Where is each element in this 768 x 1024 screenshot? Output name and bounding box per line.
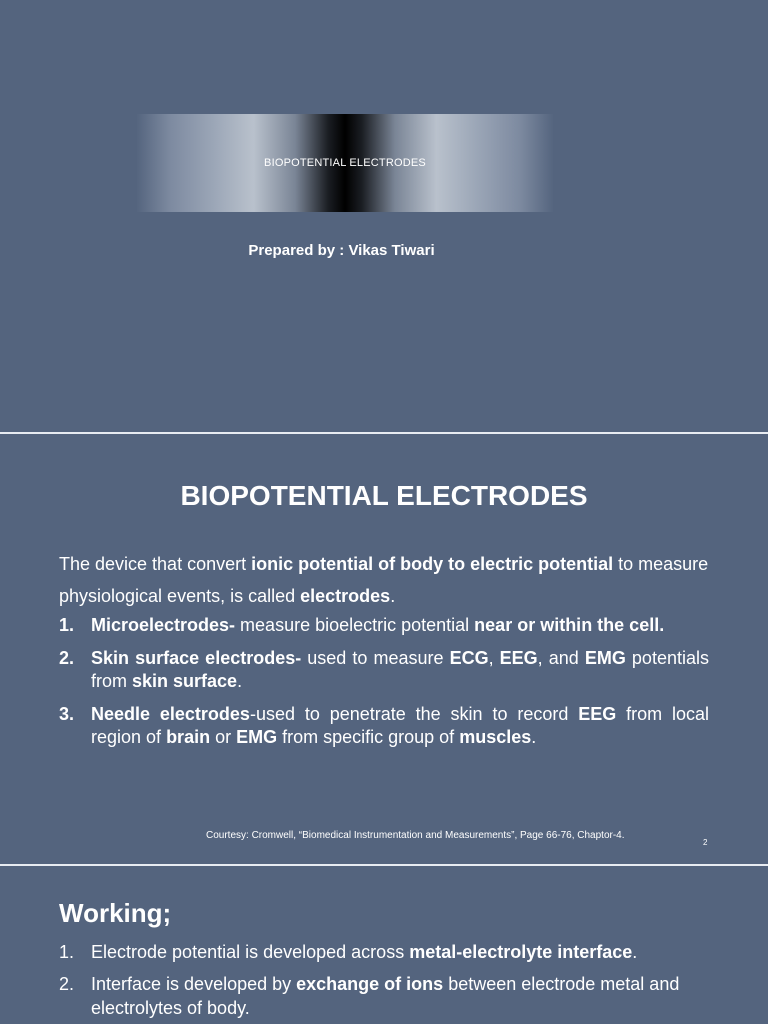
item-text: -used to penetrate the skin to record [249, 704, 579, 724]
intro-text: . [390, 586, 396, 606]
item-text: used to measure [301, 648, 450, 668]
author-name: Vikas Tiwari [348, 242, 435, 259]
intro-text: The device that convert [59, 554, 252, 574]
item-bold: EMG [584, 648, 626, 668]
item-bold: Needle electrodes [91, 704, 250, 724]
item-text: from local region of [91, 704, 709, 747]
item-bold: ECG [449, 648, 489, 668]
list-item [59, 614, 709, 637]
item-bold: near or within the cell. [474, 615, 665, 635]
list-number: 3. [59, 704, 75, 724]
courtesy-citation: Courtesy: Cromwell, “Biomedical Instrumentation and Measurements”, Page 66-76, Chaptor-4. [206, 830, 625, 841]
title-banner [137, 114, 553, 212]
item-bold: muscles [459, 727, 532, 747]
prepared-label: Prepared by [248, 242, 336, 259]
list-number: 1. [59, 942, 75, 962]
item-text: , and [537, 648, 585, 668]
list-number: 2. [59, 648, 75, 668]
item-text: . [531, 727, 537, 747]
item-text: potentials from [91, 648, 709, 691]
page-number: 2 [703, 838, 708, 847]
prepared-separator: : [335, 242, 349, 259]
list-item [59, 703, 709, 749]
electrodes-slide [0, 434, 768, 864]
item-text: . [237, 671, 243, 691]
item-bold: Microelectrodes- [91, 615, 236, 635]
list-item [59, 940, 719, 964]
intro-paragraph [59, 548, 719, 612]
banner-title: BIOPOTENTIAL ELECTRODES [264, 157, 426, 169]
list-number: 1. [59, 615, 75, 635]
item-text: measure bioelectric potential [235, 615, 475, 635]
list-item [59, 972, 719, 1020]
intro-text: to measure physiological events, is called [59, 554, 709, 606]
working-slide [0, 866, 768, 1024]
item-bold: Skin surface electrodes- [91, 648, 302, 668]
item-bold: brain [166, 727, 211, 747]
item-text: , [488, 648, 500, 668]
item-bold: EEG [578, 704, 617, 724]
list-item [59, 647, 709, 693]
slide-title: Working; [59, 898, 172, 928]
item-bold: metal-electrolyte interface [409, 942, 633, 962]
item-bold: exchange of ions [296, 974, 444, 994]
item-text: from specific group of [277, 727, 460, 747]
intro-bold: electrodes [300, 586, 391, 606]
slide-title: BIOPOTENTIAL ELECTRODES [180, 480, 588, 511]
item-text: Interface is developed by [91, 974, 297, 994]
prepared-by [0, 242, 683, 259]
intro-bold: ionic potential of body to electric potential [251, 554, 614, 574]
working-list [59, 940, 719, 1024]
item-bold: skin surface [132, 671, 238, 691]
item-text: Electrode potential is developed across [91, 942, 410, 962]
item-bold: EMG [236, 727, 278, 747]
electrode-types-list [59, 614, 709, 759]
item-text: or [210, 727, 237, 747]
item-text: between electrode metal and electrolytes of body. [91, 974, 680, 1018]
list-number: 2. [59, 974, 75, 994]
item-text: . [632, 942, 638, 962]
title-slide [0, 0, 768, 432]
item-bold: EEG [499, 648, 538, 668]
